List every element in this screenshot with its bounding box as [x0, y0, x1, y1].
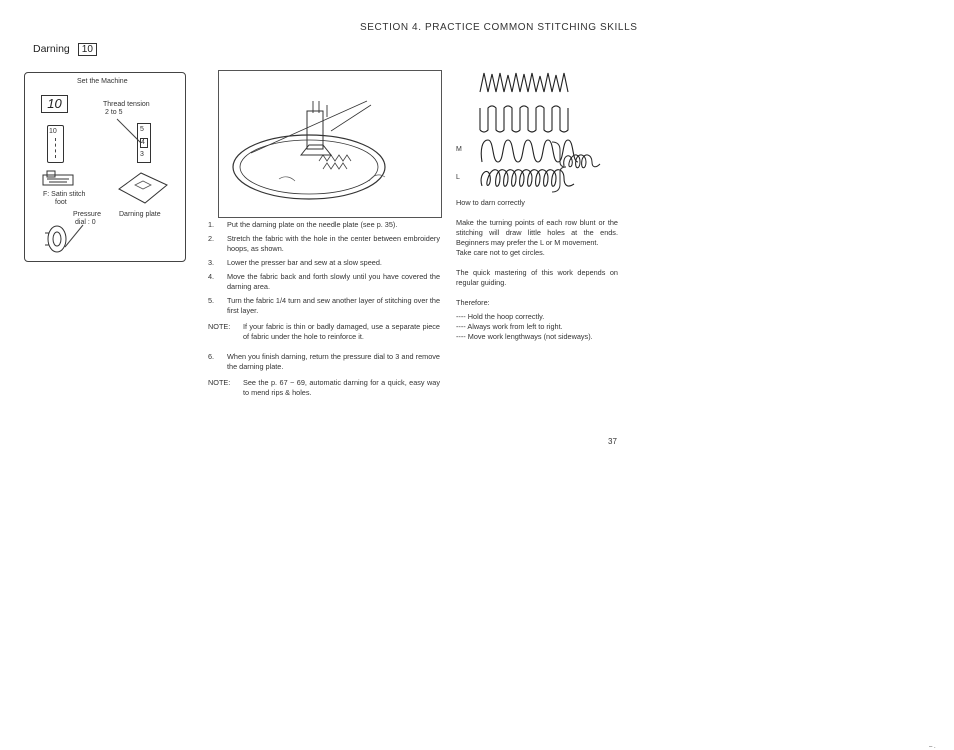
title-label: Darning: [33, 43, 70, 55]
foot-label-1: F: Satin stitch: [43, 191, 86, 198]
tension-dial-3: 3: [140, 151, 144, 158]
page-title: [33, 43, 97, 56]
step-num: 2.: [208, 234, 215, 243]
step-item: [208, 234, 440, 254]
thread-tension-label: Thread tension: [103, 101, 150, 108]
note-1: [208, 322, 440, 342]
step-num: 5.: [208, 296, 215, 305]
step-text: When you finish darning, return the pressure dial to 3 and remove the darning plate.: [227, 352, 440, 371]
tip-bullet: ---- Always work from left to right.: [456, 322, 563, 331]
step-text: Put the darning plate on the needle plate (see p. 35).: [227, 220, 398, 229]
note-2: [208, 378, 440, 398]
step-text: Lower the presser bar and sew at a slow speed.: [227, 258, 382, 267]
stitch-label-l: L: [456, 174, 460, 181]
step-item: [208, 352, 440, 372]
tip-bullet: ---- Hold the hoop correctly.: [456, 312, 545, 321]
step-num: 1.: [208, 220, 215, 229]
step-num: 3.: [208, 258, 215, 267]
scale-marks: [55, 138, 56, 158]
page-number: 37: [608, 437, 617, 446]
pressure-label-2: dial : 0: [75, 219, 96, 226]
steps-list: [208, 220, 440, 408]
pattern-display: 10: [41, 95, 68, 113]
thread-tension-value: 2 to 5: [105, 109, 123, 116]
corner-mark: – .: [929, 744, 936, 750]
stitch-scale-label: 10: [49, 128, 57, 135]
tips-paragraph-1b: Take care not to get circles.: [456, 248, 545, 257]
tip-bullet: ---- Move work lengthways (not sideways).: [456, 332, 593, 341]
darning-plate-label: Darning plate: [119, 211, 161, 218]
running-stitch-icon: [478, 104, 588, 134]
setup-heading: Set the Machine: [77, 78, 128, 85]
hoop-illustration: [218, 70, 442, 218]
loop-detail-icon: [562, 150, 602, 172]
step-num: 4.: [208, 272, 215, 281]
note-label: NOTE:: [208, 322, 231, 331]
pressure-dial-icon: [39, 219, 89, 257]
note-text: See the p. 67 ~ 69, automatic darning for a quick, easy way to mend rips & holes.: [243, 378, 440, 397]
step-text: Turn the fabric 1/4 turn and sew another layer of stitching over the first layer.: [227, 296, 440, 315]
title-number: 10: [78, 43, 97, 56]
zigzag-stitch-icon: [478, 70, 588, 96]
step-item: [208, 258, 440, 268]
note-text: If your fabric is thin or badly damaged, use a separate piece of fabric under the hole to reinforce it.: [243, 322, 440, 341]
satin-stitch-foot-icon: [41, 169, 77, 189]
tension-dial-4: 4: [140, 138, 148, 148]
setup-panel: [24, 72, 186, 262]
therefore-label: Therefore:: [456, 298, 490, 307]
tips-heading: How to darn correctly: [456, 198, 525, 207]
step-text: Move the fabric back and forth slowly until you have covered the darning area.: [227, 272, 440, 291]
step-num: 6.: [208, 352, 215, 361]
tips-paragraph-1: Make the turning points of each row blunt or the stitching will draw little holes at the ends. Beginners may prefer the L or M movement.: [456, 218, 618, 247]
section-header: SECTION 4. PRACTICE COMMON STITCHING SKILLS: [360, 22, 638, 33]
tips-paragraph-2: The quick mastering of this work depends on regular guiding.: [456, 268, 618, 287]
step-item: [208, 296, 440, 316]
pressure-label-1: Pressure: [73, 211, 102, 218]
embroidery-hoop-icon: [219, 71, 441, 217]
tension-dial-5: 5: [140, 126, 144, 133]
step-text: Stretch the fabric with the hole in the center between embroidery hoops, as shown.: [227, 234, 440, 253]
note-label: NOTE:: [208, 378, 231, 387]
darning-tips: [456, 198, 618, 342]
stitch-label-m: M: [456, 146, 462, 153]
foot-label-2: foot: [55, 199, 67, 206]
darning-plate-icon: [115, 169, 171, 209]
stitch-scale: [47, 125, 64, 163]
tension-dial: [137, 123, 151, 163]
step-item: [208, 220, 440, 230]
step-item: [208, 272, 440, 292]
